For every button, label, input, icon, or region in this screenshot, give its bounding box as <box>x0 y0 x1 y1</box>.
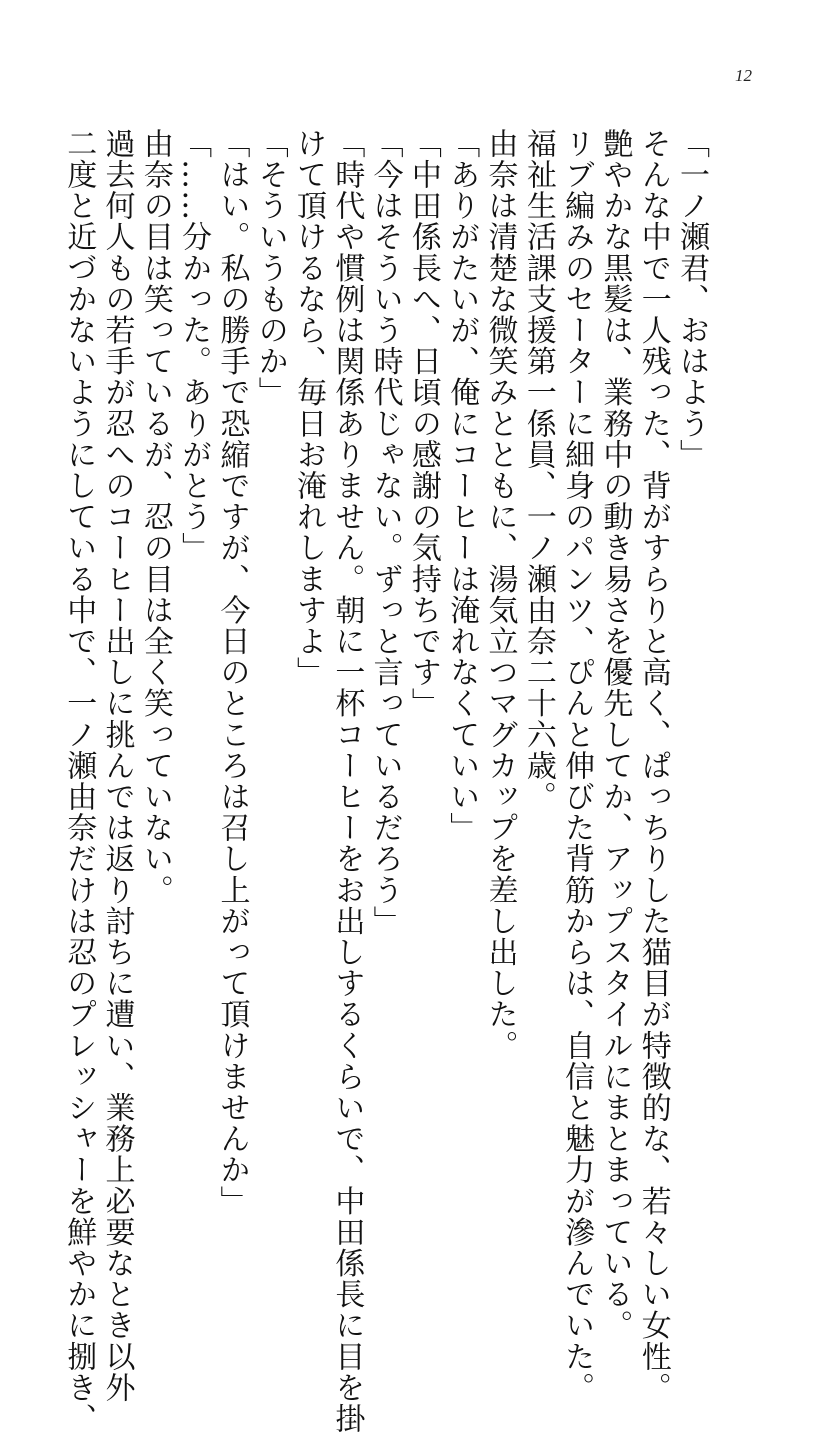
page-number: 12 <box>735 66 752 85</box>
text-line: 由奈の目は笑っているが、忍の目は全く笑っていない。 <box>137 128 173 906</box>
text-line: 「はい。私の勝手で恐縮ですが、今日のところは召し上がって頂けませんか」 <box>214 128 250 1217</box>
text-line: 由奈は清楚な微笑みとともに、湯気立つマグカップを差し出した。 <box>482 128 518 1061</box>
text-line: 「そういうものか」 <box>252 128 288 408</box>
text-line: 過去何人もの若手が忍へのコーヒー出しに挑んでは返り討ちに遭い、業務上必要なとき以外 <box>99 128 135 1404</box>
text-line: 「時代や慣例は関係ありません。朝に一杯コーヒーをお出しするくらいで、中田係長に目を掛 <box>329 128 365 1434</box>
text-line: 「一ノ瀬君、おはよう」 <box>674 128 709 471</box>
text-line: 艶やかな黒髪は、業務中の動き易さを優先してか、アップスタイルにまとまっている。 <box>597 128 633 1341</box>
text-line: そんな中で一人残った、背がすらりと高く、ぱっちりした猫目が特徴的な、若々しい女性。 <box>635 128 671 1404</box>
body-text <box>61 128 710 1434</box>
text-line: 福祉生活課支援第一係員、一ノ瀬由奈二十六歳。 <box>520 128 556 813</box>
text-line: けて頂けるなら、毎日お淹れしますよ」 <box>291 128 327 688</box>
text-line: 二度と近づかないようにしている中で、一ノ瀬由奈だけは忍のプレッシャーを鮮やかに捌き、 <box>61 128 97 1434</box>
text-line: 「今はそういう時代じゃない。ずっと言っているだろう」 <box>367 128 403 937</box>
text-line: 「中田係長へ、日頃の感謝の気持ちです」 <box>405 128 441 719</box>
text-line: リブ編みのセーターに細身のパンツ、ぴんと伸びた背筋からは、自信と魅力が滲んでいた。 <box>559 128 595 1404</box>
text-line: 「……分かった。ありがとう」 <box>176 128 212 564</box>
text-line: 「ありがたいが、俺にコーヒーは淹れなくていい」 <box>444 128 480 844</box>
